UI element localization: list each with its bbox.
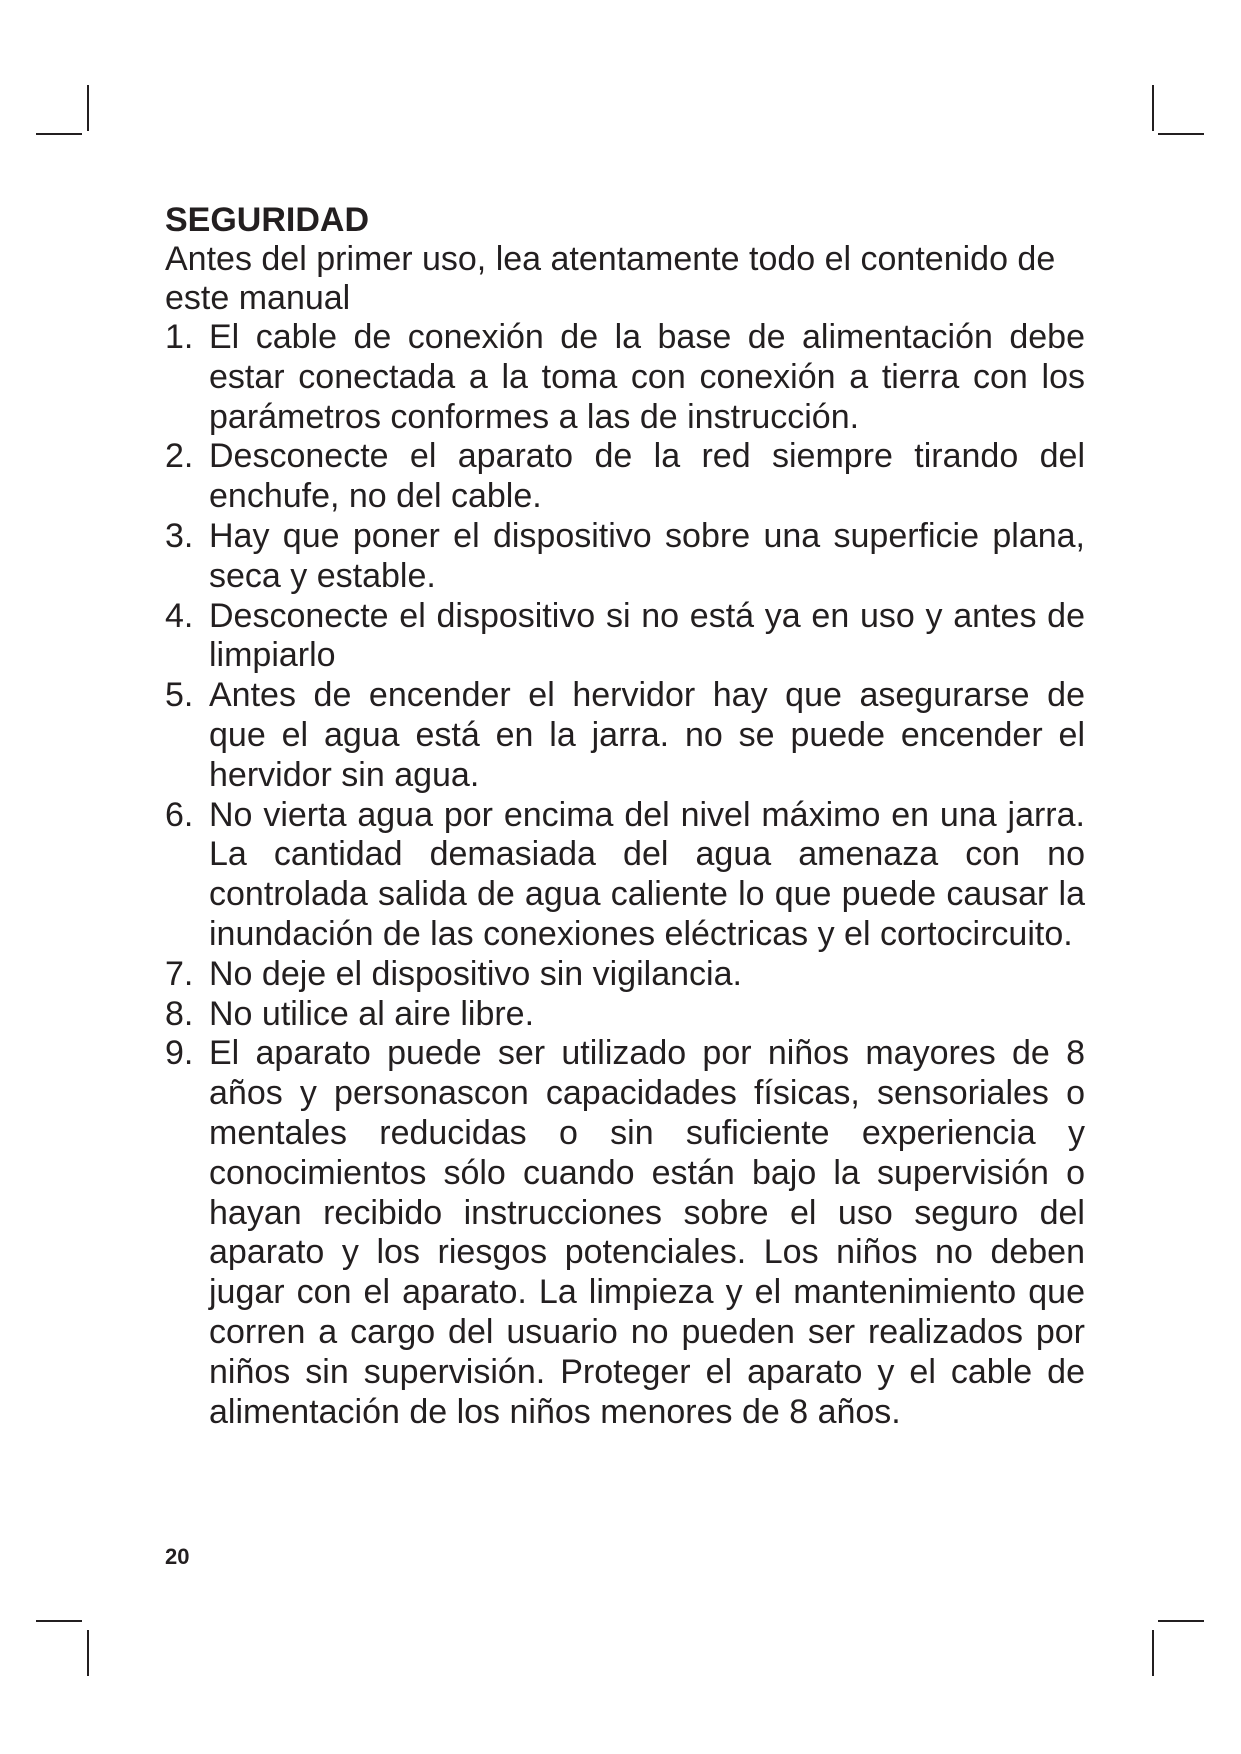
safety-list [165, 318, 1085, 1432]
list-item [165, 318, 1085, 437]
crop-mark-top-left-vertical [87, 85, 89, 131]
page-number: 20 [165, 1544, 190, 1569]
list-item-number: 1. [165, 318, 194, 356]
list-item-text: Antes de encender el hervidor hay que asegurarse de que el agua está en la jarra. no se puede encender el hervidor sin agua. [209, 676, 1085, 794]
list-item [165, 437, 1085, 517]
list-item-text: No deje el dispositivo sin vigilancia. [209, 954, 742, 993]
safety-section [165, 200, 1085, 1432]
list-item-number: 4. [165, 596, 194, 635]
list-item-number: 6. [165, 795, 194, 834]
crop-mark-top-right-horizontal [1158, 133, 1204, 135]
crop-mark-bottom-left-vertical [87, 1630, 89, 1676]
list-item-number: 8. [165, 994, 194, 1033]
list-item-text: El aparato puede ser utilizado por niños mayores de 8 años y personascon capacidades físicas, sensoriales o mentales reducidas o sin suficiente experiencia y conocimientos sólo cuando están bajo la supervisión o hayan recibido instrucciones sobre el uso seguro del aparato y los riesgos potenciales. Los niños no deben jugar con el aparato. La limpieza y el mantenimiento que corren a cargo del usuario no pueden ser realizados por niños sin supervisión. Proteger el aparato y el cable de alimentación de los niños menores de 8 años. [209, 1034, 1085, 1431]
list-item-text: Desconecte el aparato de la red siempre tirando del enchufe, no del cable. [209, 437, 1085, 516]
list-item [165, 1034, 1085, 1432]
list-item [165, 995, 1085, 1035]
list-item-text: El cable de conexión de la base de alimentación debe estar conectada a la toma con conexión a tierra con los parámetros conformes a las de instrucción. [209, 318, 1085, 436]
list-item [165, 955, 1085, 995]
crop-mark-bottom-left-horizontal [36, 1620, 82, 1622]
list-item [165, 796, 1085, 955]
list-item-text: Desconecte el dispositivo si no está ya en uso y antes de limpiarlo [209, 596, 1085, 675]
crop-mark-bottom-right-vertical [1152, 1630, 1154, 1676]
list-item-number: 5. [165, 676, 194, 715]
intro-text: Antes del primer uso, lea atentamente todo el contenido de este manual [165, 240, 1056, 317]
list-item-text: Hay que poner el dispositivo sobre una superficie plana, seca y estable. [209, 516, 1085, 595]
list-item-number: 3. [165, 516, 194, 555]
list-item-text: No utilice al aire libre. [209, 994, 535, 1033]
list-item-number: 7. [165, 954, 194, 993]
list-item-number: 2. [165, 437, 194, 476]
section-title: SEGURIDAD [165, 201, 370, 239]
list-item [165, 676, 1085, 795]
crop-mark-top-left-horizontal [36, 133, 82, 135]
list-item [165, 517, 1085, 597]
list-item [165, 597, 1085, 677]
crop-mark-bottom-right-horizontal [1158, 1620, 1204, 1622]
list-item-number: 9. [165, 1034, 194, 1073]
list-item-text: No vierta agua por encima del nivel máximo en una jarra. La cantidad demasiada del agua amenaza con no controlada salida de agua caliente lo que puede causar la inundación de las conexiones eléctricas y el cortocircuito. [209, 795, 1085, 953]
crop-mark-top-right-vertical [1152, 85, 1154, 131]
